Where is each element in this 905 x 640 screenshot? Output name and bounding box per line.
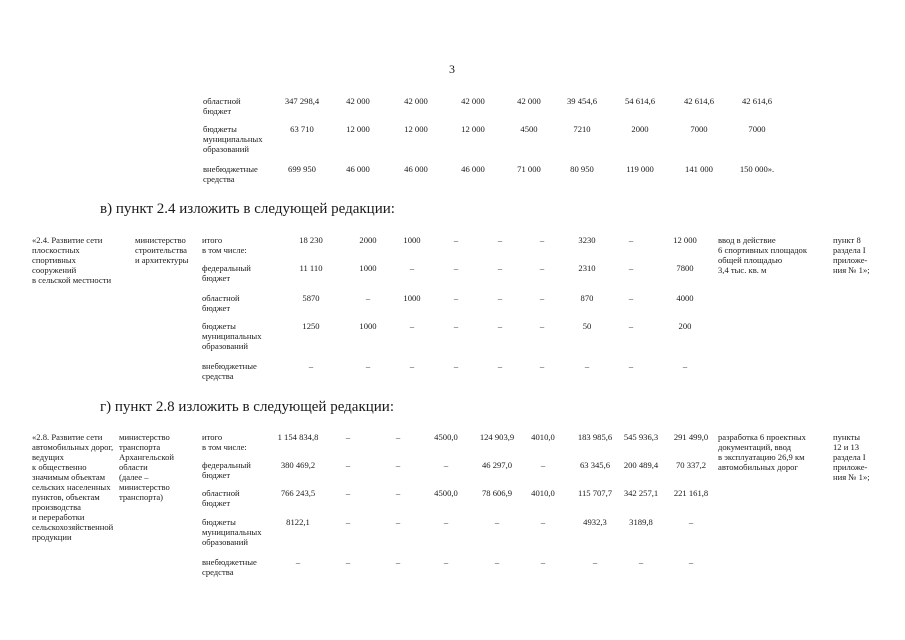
section-2-8-cell: 545 936,3 [623,432,659,442]
section-2-8-cell: – [494,557,500,567]
section-2-4-cell: 1000 [359,263,377,273]
top-table-cell: 7000 [690,124,708,134]
section-2-8-cell: – [443,517,449,527]
section-2-8-cell: 115 707,7 [577,488,613,498]
section-2-4-cell: – [682,361,688,371]
section-2-8-cell: – [688,517,694,527]
section-2-4-cell: – [539,361,545,371]
section-2-8-cell: – [443,460,449,470]
section-2-8-cell: 8122,1 [286,517,310,527]
section-2-4-cell: – [628,263,634,273]
section-2-8-name: «2.8. Развитие сети автомобильных дорог, ведущих к общественно значимым объектам сельских населенных пунктов, объектам производства и переработки сельскохозяйственной продукции [32,432,114,542]
section-2-8-cell: – [540,557,546,567]
section-2-4-executor: министерство строительства и архитектуры [135,235,189,265]
top-table-cell: 63 710 [290,124,314,134]
section-2-8-cell: 4010,0 [531,432,555,442]
top-table-cell: 42 614,6 [683,96,715,106]
section-2-4-cell: – [453,293,459,303]
section-2-8-cell: 46 297,0 [481,460,513,470]
section-2-4-cell: – [497,361,503,371]
section-2-8-cell: – [395,460,401,470]
section-2-8-cell: – [540,517,546,527]
section-2-8-cell: 291 499,0 [673,432,709,442]
top-table-cell: 39 454,6 [566,96,598,106]
top-table-cell: 12 000 [461,124,485,134]
top-table-cell: 46 000 [346,164,370,174]
section-2-8-cell: – [345,432,351,442]
section-2-4-cell: – [497,235,503,245]
top-table-cell: 42 000 [517,96,541,106]
section-2-8-cell: – [443,557,449,567]
section-2-8-cell: 200 489,4 [623,460,659,470]
top-table-row-label: бюджеты муниципальных образований [203,124,263,154]
section-2-8-executor: министерство транспорта Архангельской области (далее – министерство транспорта) [119,432,174,502]
top-table-cell: 42 000 [461,96,485,106]
section-2-4-cell: 2310 [578,263,596,273]
section-2-8-cell: – [688,557,694,567]
section-2-8-cell: 1 154 834,8 [277,432,319,442]
section-2-8-cell: 63 345,6 [579,460,611,470]
section-2-4-row-label: внебюджетные средства [202,361,257,381]
top-table-cell: 42 000 [346,96,370,106]
section-2-8-cell: 78 606,9 [481,488,513,498]
section-2-4-cell: – [628,321,634,331]
section-2-4-cell: 12 000 [673,235,697,245]
section-2-4-cell: 4000 [676,293,694,303]
section-2-4-cell: 18 230 [299,235,323,245]
section-2-8-cell: 4932,3 [583,517,607,527]
section-2-4-row-label: федеральный бюджет [202,263,251,283]
section-2-8-cell: – [345,517,351,527]
section-2-8-cell: – [395,488,401,498]
section-2-4-cell: – [628,293,634,303]
section-2-4-cell: – [497,263,503,273]
section-2-4-cell: – [497,321,503,331]
section-2-4-cell: – [453,263,459,273]
section-2-4-cell: 870 [580,293,594,303]
section-2-4-cell: 3230 [578,235,596,245]
top-table-cell: 150 000». [739,164,775,174]
top-table-cell: 4500 [520,124,538,134]
top-table-row-label: внебюджетные средства [203,164,258,184]
section-2-8-cell: – [345,557,351,567]
top-table-cell: 42 000 [404,96,428,106]
section-2-4-result: ввод в действие 6 спортивных площадок общей площадью 3,4 тыс. кв. м [718,235,808,275]
section-2-8-cell: – [638,557,644,567]
section-2-8-cell: 221 161,8 [673,488,709,498]
section-2-4-cell: – [409,361,415,371]
section-2-4-cell: – [584,361,590,371]
section-2-8-row-label: областной бюджет [202,488,240,508]
section-2-4-name: «2.4. Развитие сети плоскостных спортивных сооружений в сельской местности [32,235,112,285]
section-2-4-cell: 1000 [359,321,377,331]
section-2-4-cell: – [308,361,314,371]
section-2-8-cell: – [345,488,351,498]
section-2-8-cell: 380 469,2 [280,460,316,470]
section-2-8-cell: – [395,432,401,442]
section-2-8-row-label: федеральный бюджет [202,460,251,480]
top-table-cell: 7000 [748,124,766,134]
section-2-4-cell: – [539,293,545,303]
section-2-8-cell: 183 985,6 [577,432,613,442]
section-2-4-cell: – [453,235,459,245]
section-2-4-cell: – [539,235,545,245]
section-2-4-cell: – [628,235,634,245]
section-2-8-row-label: итого в том числе: [202,432,247,452]
section-2-8-cell: – [295,557,301,567]
top-table-cell: 12 000 [346,124,370,134]
section-2-4-cell: – [453,361,459,371]
section-2-8-cell: – [540,460,546,470]
top-table-cell: 80 950 [570,164,594,174]
section-2-4-cell: – [409,321,415,331]
section-2-4-cell: – [628,361,634,371]
section-2-4-cell: – [453,321,459,331]
section-2-8-cell: 766 243,5 [280,488,316,498]
section-2-8-cell: 70 337,2 [675,460,707,470]
section-2-4-link: пункт 8 раздела I приложе- ния № 1»; [833,235,870,275]
section-2-4-cell: 2000 [359,235,377,245]
section-2-8-cell: 4010,0 [531,488,555,498]
section-2-4-row-label: итого в том числе: [202,235,247,255]
section-2-4-row-label: бюджеты муниципальных образований [202,321,262,351]
top-table-cell: 699 950 [288,164,316,174]
section-2-8-row-label: бюджеты муниципальных образований [202,517,262,547]
section-2-8-cell: 3189,8 [629,517,653,527]
top-table-cell: 2000 [631,124,649,134]
section-2-4-cell: – [539,321,545,331]
section-2-4-cell: – [365,293,371,303]
top-table-cell: 119 000 [626,164,654,174]
section-2-8-result: разработка 6 проектных документаций, ввод в эксплуатацию 26,9 км автомобильных дорог [718,432,806,472]
heading-g: г) пункт 2.8 изложить в следующей редакции: [100,399,394,415]
top-table-cell: 12 000 [404,124,428,134]
section-2-4-cell: 1000 [403,235,421,245]
section-2-8-cell: 124 903,9 [479,432,515,442]
top-table-cell: 141 000 [685,164,713,174]
heading-v: в) пункт 2.4 изложить в следующей редакции: [100,201,395,217]
section-2-4-cell: 200 [678,321,692,331]
section-2-4-cell: 1000 [403,293,421,303]
section-2-4-cell: – [365,361,371,371]
section-2-4-cell: 11 110 [299,263,323,273]
section-2-4-cell: – [409,263,415,273]
top-table-cell: 42 614,6 [741,96,773,106]
section-2-4-cell: 50 [582,321,592,331]
section-2-8-cell: 4500,0 [434,488,458,498]
top-table-cell: 46 000 [461,164,485,174]
section-2-8-cell: – [592,557,598,567]
section-2-8-link: пункты 12 и 13 раздела I приложе- ния № 1»; [833,432,870,482]
page-number: 3 [449,62,455,76]
section-2-8-cell: – [345,460,351,470]
section-2-4-cell: 1250 [302,321,320,331]
section-2-8-cell: 4500,0 [434,432,458,442]
top-table-cell: 54 614,6 [624,96,656,106]
section-2-4-cell: – [539,263,545,273]
section-2-8-cell: – [395,517,401,527]
section-2-4-cell: 5870 [302,293,320,303]
section-2-8-cell: 342 257,1 [623,488,659,498]
section-2-4-cell: – [497,293,503,303]
top-table-row-label: областной бюджет [203,96,241,116]
section-2-4-row-label: областной бюджет [202,293,240,313]
top-table-cell: 7210 [573,124,591,134]
section-2-8-cell: – [494,517,500,527]
section-2-8-row-label: внебюджетные средства [202,557,257,577]
top-table-cell: 347 298,4 [284,96,320,106]
top-table-cell: 46 000 [404,164,428,174]
top-table-cell: 71 000 [517,164,541,174]
section-2-4-cell: 7800 [676,263,694,273]
section-2-8-cell: – [395,557,401,567]
